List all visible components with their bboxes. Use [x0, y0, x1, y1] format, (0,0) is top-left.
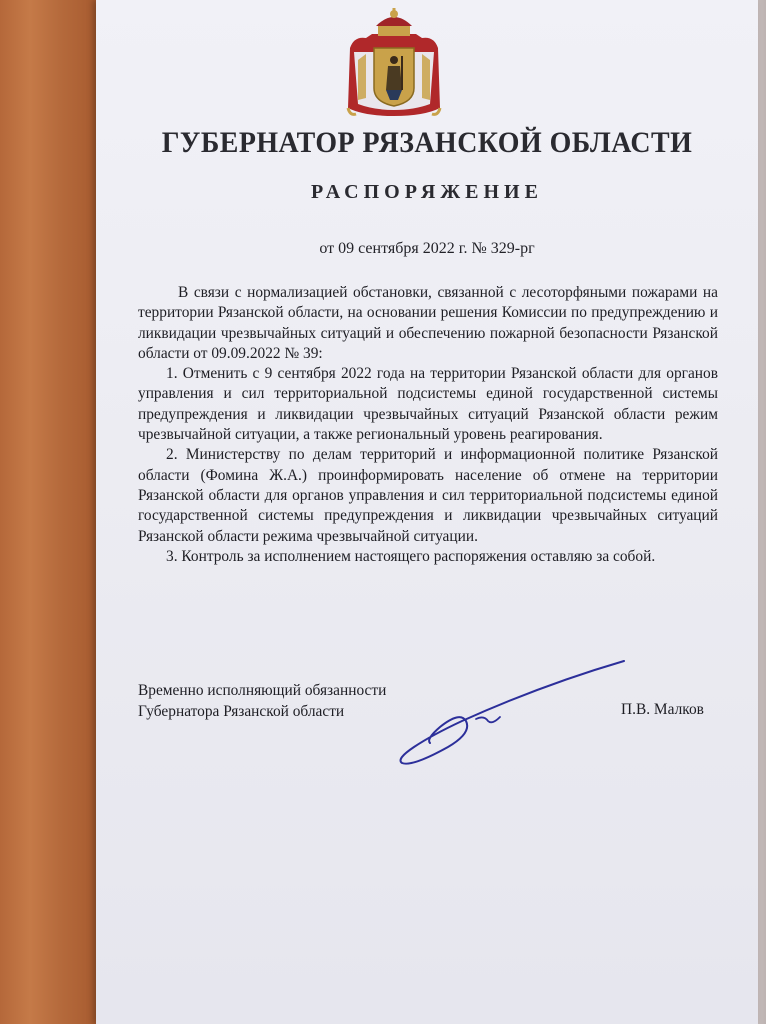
document-page — [96, 0, 758, 1024]
governor-title: ГУБЕРНАТОР РЯЗАНСКОЙ ОБЛАСТИ — [161, 126, 693, 159]
signatory-position-line-2: Губернатора Рязанской области — [138, 703, 345, 720]
item-paragraph-2: 2. Министерству по делам территорий и информационной политике Рязанской области (Фомина Ж.А.) проинформировать население об отмене на территории Рязанской области для органов управления и сил территориальной подсистемы единой государственной системы предупреждения и ликвидации чрезвычайных ситуаций Рязанской области режима чрезвычайной ситуации. — [138, 446, 718, 545]
signatory-position-line-1: Временно исполняющий обязанности — [138, 682, 387, 699]
item-paragraph-3: 3. Контроль за исполнением настоящего распоряжения оставляю за собой. — [166, 547, 656, 565]
document-body — [138, 283, 718, 567]
preamble-paragraph: В связи с нормализацией обстановки, связанной с лесоторфяными пожарами на территории Рязанской области, на основании решения Комиссии по предупреждению и ликвидации чрезвычайных ситуаций и обеспечению пожарной безопасности Рязанской области от 09.09.2022 № 39: — [138, 284, 718, 362]
document-date: от 09 сентября 2022 г. № 329-рг — [319, 240, 535, 257]
item-paragraph-1: 1. Отменить с 9 сентября 2022 года на территории Рязанской области для органов управления и сил территориальной подсистемы единой государственной системы предупреждения и ликвидации чрезвычайных ситуаций Рязанской области режим чрезвычайной ситуации, а также региональный уровень реагирования. — [138, 365, 718, 444]
signatory-name: П.В. Малков — [621, 701, 704, 718]
signatory-position — [138, 680, 386, 722]
ryazan-coat-of-arms-icon — [344, 8, 444, 120]
handwritten-signature-icon — [392, 655, 632, 770]
document-type: РАСПОРЯЖЕНИЕ — [311, 181, 543, 203]
